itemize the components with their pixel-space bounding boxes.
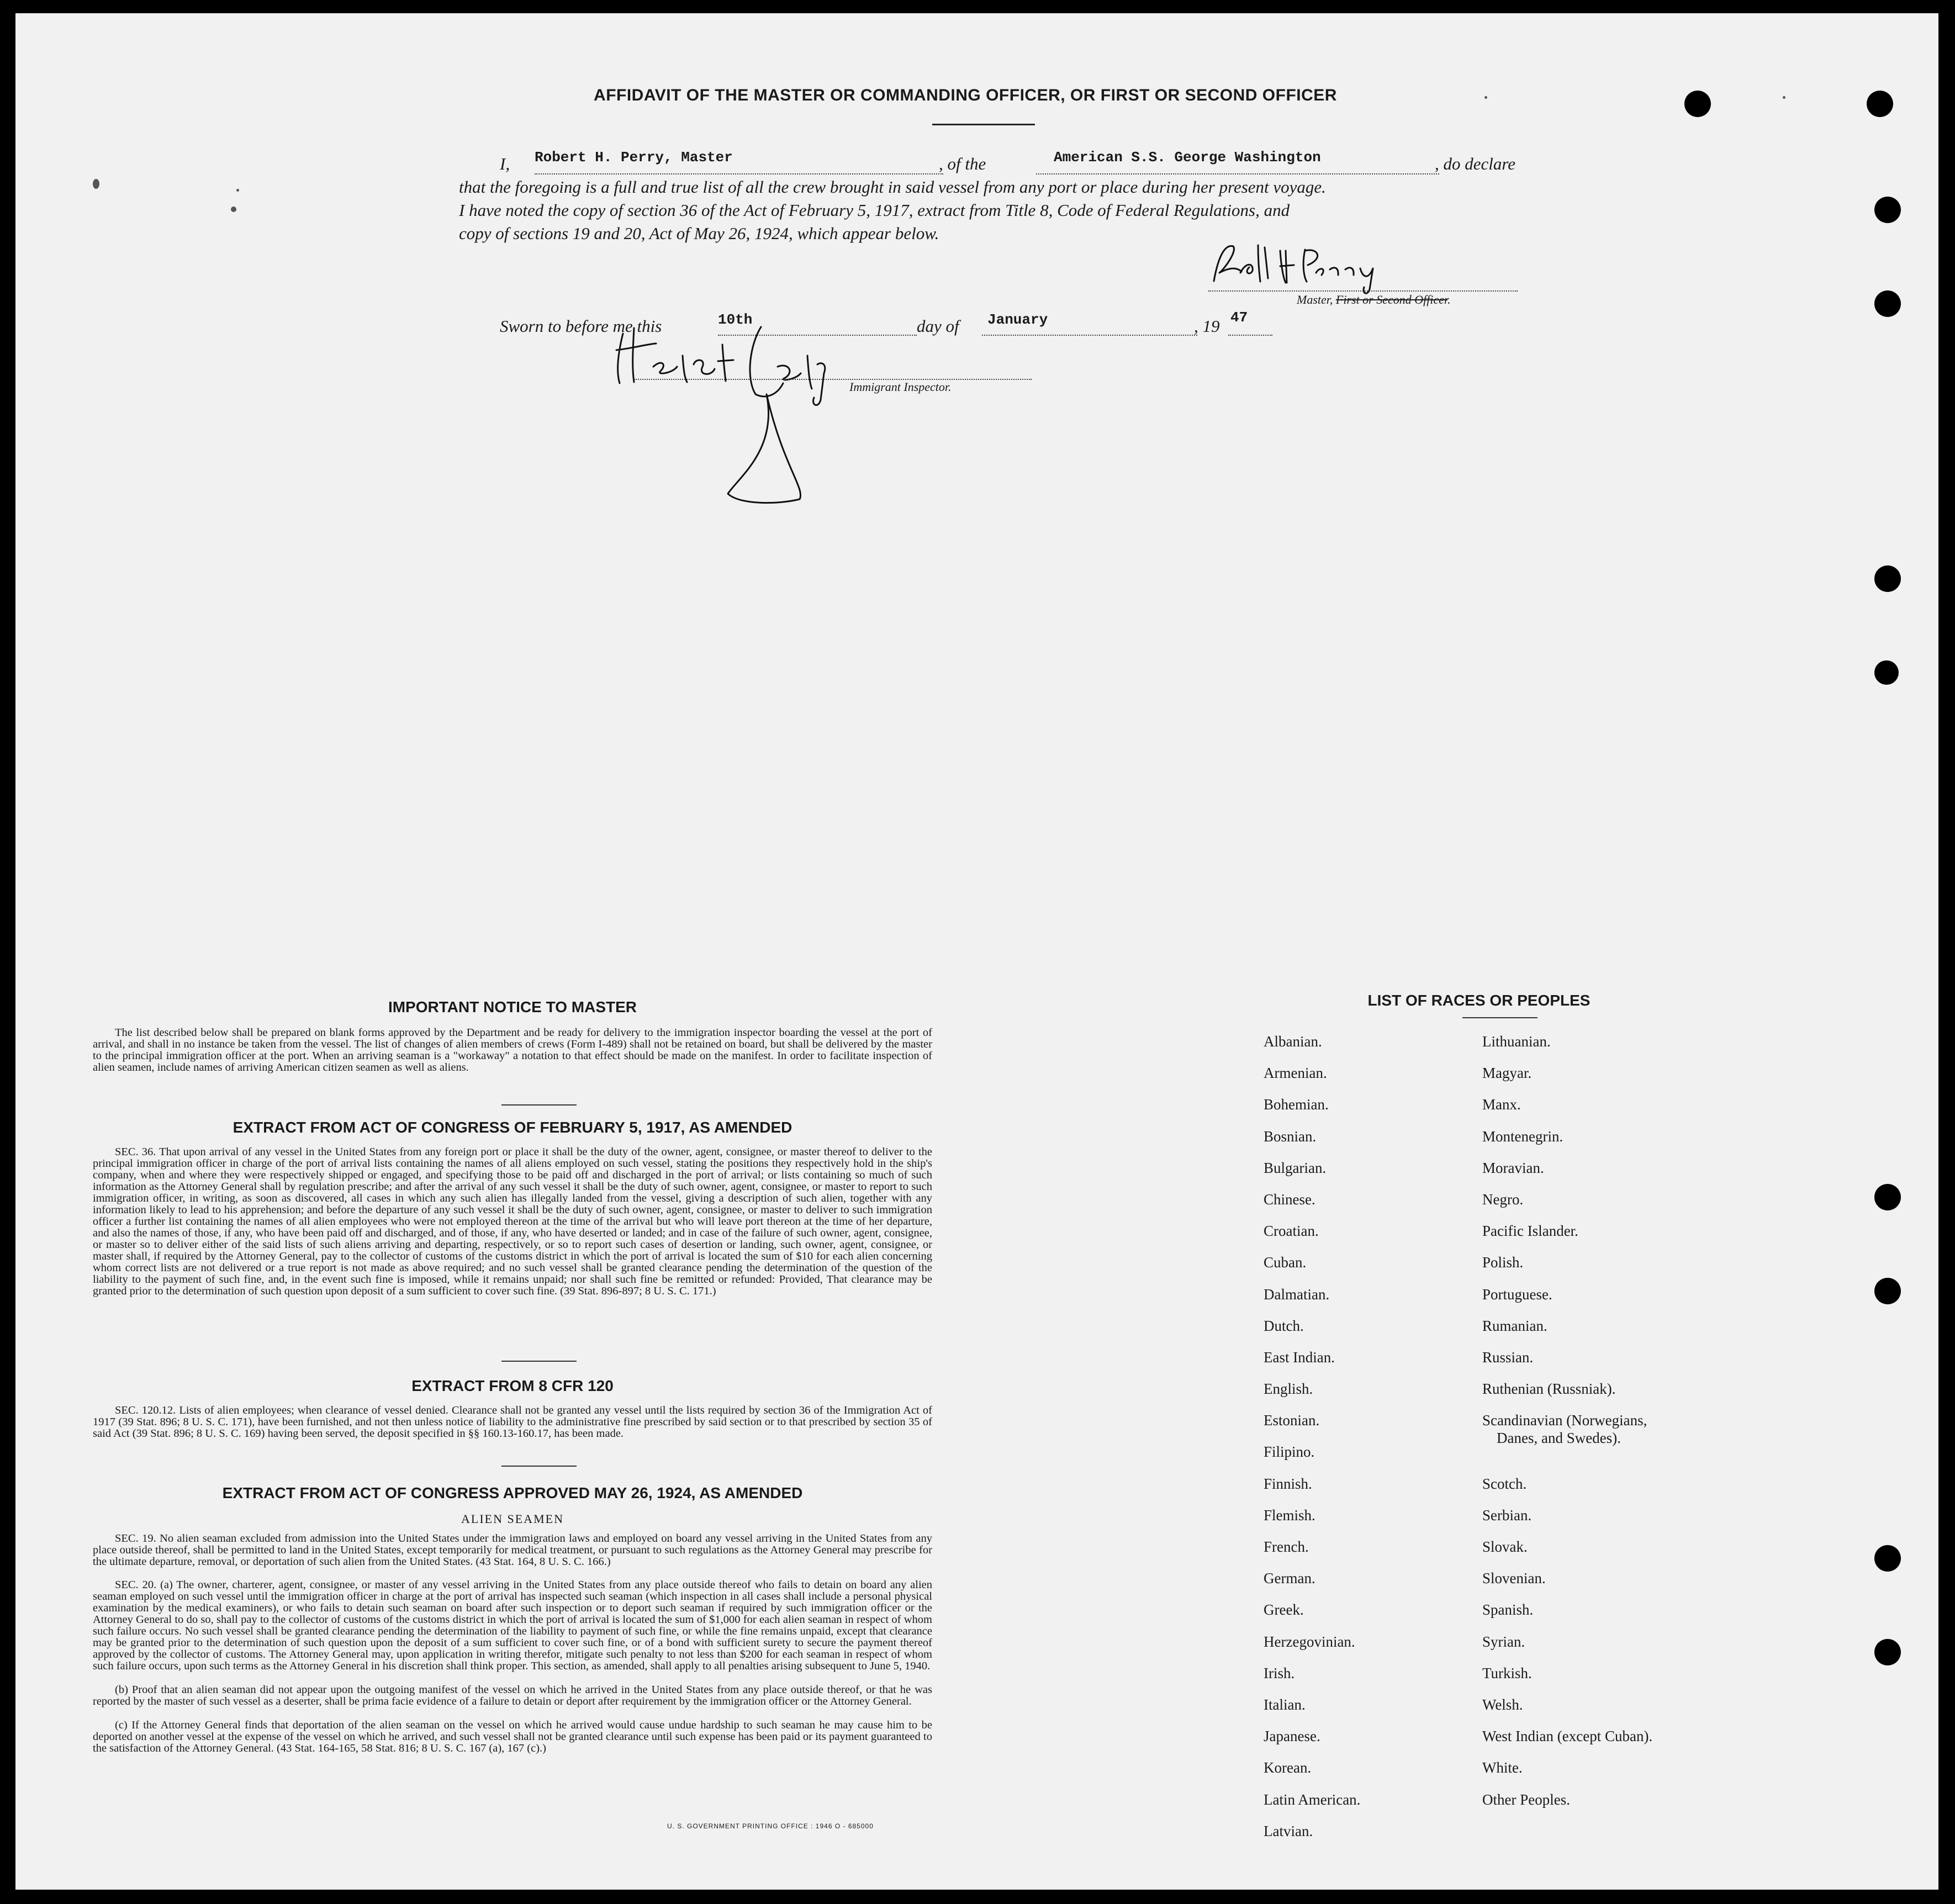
ink-speck [236,189,239,192]
punch-hole [1874,660,1899,685]
race-item: Polish. [1482,1254,1524,1271]
race-item: Montenegrin. [1482,1128,1563,1145]
races-right-column [1482,1026,1652,1816]
race-item: Cuban. [1264,1254,1307,1271]
race-item: Armenian. [1264,1065,1327,1082]
race-item: Greek. [1264,1601,1304,1619]
notice-text: The list described below shall be prepared on blank forms approved by the Department and be ready for delivery to the immigration inspector boarding the vessel at the port of arrival, and shall in no instance be taken from the vessel. The list of changes of alien members of crews (Form I-489) shall not be retained on board, but shall be delivered by the master to the principal immigration officer at the port. When an arriving seaman is a "workaway" a notation to that effect should be made on the manifest. In order to facilitate inspection of alien seamen, include names of arriving American citizen seamen as well as aliens. [93,1027,932,1073]
race-item: Slovenian. [1482,1570,1546,1587]
races-rule [1462,1017,1537,1018]
race-item: Rumanian. [1482,1317,1547,1334]
race-item: Irish. [1264,1664,1295,1681]
race-item: West Indian (except Cuban). [1482,1728,1653,1745]
race-item: Moravian. [1482,1159,1544,1176]
race-item: Finnish. [1264,1475,1312,1492]
race-item: Dalmatian. [1264,1286,1330,1303]
race-item: Negro. [1482,1191,1524,1208]
race-item: Japanese. [1264,1728,1320,1745]
extract-1924-sec19: SEC. 19. No alien seaman excluded from admission into the United States under the immigration laws and employed on board any vessel arriving in the United States from any place outside thereof, shall be permitted to land in the United States, except temporarily for medical treatment, or pursuant to such regulations as the Attorney General may prescribe for the ultimate departure, removal, or deportation of such alien from the United States. (43 Stat. 164, 8 U. S. C. 166.) [93,1532,932,1568]
master-caption-end: . [1447,293,1451,306]
race-item: Scotch. [1482,1475,1527,1492]
race-item: French. [1264,1538,1309,1555]
race-item: Ruthenian (Russniak). [1482,1381,1616,1398]
race-item: Bohemian. [1264,1096,1329,1113]
punch-hole [1874,1545,1901,1572]
race-item: Turkish. [1482,1664,1532,1681]
race-item: English. [1264,1381,1313,1398]
name-line [535,173,943,174]
race-item: Albanian. [1264,1033,1322,1050]
race-item: Russian. [1482,1348,1534,1366]
race-item: Syrian. [1482,1633,1525,1650]
master-caption-struck: First or Second Officer [1335,293,1448,306]
punch-hole [1874,1639,1901,1665]
race-item: Latin American. [1264,1791,1361,1808]
race-item: Herzegovinian. [1264,1633,1355,1650]
declaration-i-label: I, [500,154,510,173]
race-item: Latvian. [1264,1822,1313,1839]
race-item: Portuguese. [1482,1286,1552,1303]
race-item: East Indian. [1264,1348,1335,1366]
master-caption-label: Master, [1297,293,1336,306]
sworn-month-field: January [987,311,1048,328]
extract-1917-text: SEC. 36. That upon arrival of any vessel in the United States from any foreign port or place it shall be the duty of the owner, agent, consignee, or master thereof to deliver to the principal immigration officer in charge of the port of arrival lists containing the names of all aliens employed on such vessel, stating the positions they respectively hold in the ship's company, when and where they were respectively shipped or engaged, and specifying those to be paid off and discharged in the port of arrival; or lists containing so much of such information as the Attorney General shall by regulation prescribe; and after the arrival of any such vessel it shall be the duty of such owner, agent, consignee, or master to report to such immigration officer, in writing, as soon as discovered, all cases in which any such alien has illegally landed from the vessel, giving a description of such alien, together with any information likely to lead to his apprehension; and before the departure of any such vessel it shall be the duty of such owner, agent, consignee, or master to deliver to such immigration officer a further list containing the names of all alien employees who were not employed thereon at the time of the arrival but who will leave port thereon at the time of her departure, and also the names of those, if any, who have been paid off and discharged, and of those, if any, who have deserted or landed; and in case of the failure of such owner, agent, consignee, or master so to deliver either of the said lists of such aliens arriving and departing, respectively, or so to report such cases of desertion or landing, such owner, agent, consignee, or master shall, if required by the Attorney General, pay to the collector of customs of the customs district in which the port of arrival is located the sum of $10 for each alien concerning whom correct lists are not delivered or a true report is not made as above required; and no such vessel shall be granted clearance pending the determination of the question of the liability to the payment of such fine, and, in the event such fine is imposed, while it remains unpaid; nor shall such fine be remitted or refunded: Provided, That clearance may be granted prior to the determination of such question upon deposit of a sum sufficient to cover such fine. (39 Stat. 896-897; 8 U. S. C. 171.) [93,1146,932,1297]
race-item: Bulgarian. [1264,1159,1327,1176]
master-name-field: Robert H. Perry, Master [535,149,733,166]
race-item: Estonian. [1264,1412,1320,1429]
race-item: Manx. [1482,1096,1521,1113]
race-item: White. [1482,1759,1523,1776]
ink-speck [1783,96,1785,99]
race-item: Bosnian. [1264,1128,1317,1145]
inspector-signature [601,311,877,510]
extract-1924-sec20c: (c) If the Attorney General finds that deportation of the alien seaman on the vessel on which he arrived would cause undue hardship to such seaman he may cause him to be deported on another vessel at the expense of the vessel on which he arrived, and such vessel shall not be granted clearance until such expense has been paid or its payment guaranteed to the satisfaction of the Attorney General. (43 Stat. 164-165, 58 Stat. 816; 8 U. S. C. 167 (a), 167 (c).) [93,1719,932,1754]
master-signature-line [1208,290,1518,292]
race-item: Spanish. [1482,1601,1534,1619]
ink-speck [1484,96,1487,99]
extract-cfr-rule [501,1466,577,1467]
extract-1917-heading: EXTRACT FROM ACT OF CONGRESS OF FEBRUARY 5, 1917, AS AMENDED [233,1119,792,1136]
page-title: AFFIDAVIT OF THE MASTER OR COMMANDING OFFICER, OR FIRST OR SECOND OFFICER [594,86,1337,104]
race-item: Dutch. [1264,1317,1304,1334]
affidavit-page [15,13,1938,1890]
sworn-day-field: 10th [718,311,753,328]
extract-1917-rule [501,1361,577,1362]
ink-speck [231,207,236,212]
inspector-caption: Immigrant Inspector. [849,380,952,394]
race-item: Filipino. [1264,1443,1315,1461]
race-item: Flemish. [1264,1506,1315,1524]
punch-hole [1874,1184,1901,1210]
race-item: Danes, and Swedes). [1497,1430,1621,1447]
declaration-line-4: copy of sections 19 and 20, Act of May 26, 1924, which appear below. [459,224,939,243]
declaration-line-3: I have noted the copy of section 36 of the Act of February 5, 1917, extract from Title 8, Code of Federal Regulations, and [459,200,1290,220]
title-rule [932,124,1035,125]
ink-speck [93,179,99,189]
declaration-do-declare: , do declare [1435,154,1516,173]
sworn-year-field: 47 [1230,309,1248,326]
declaration-line-2: that the foregoing is a full and true list of all the crew brought in said vessel from any port or place during her present voyage. [459,177,1326,197]
extract-1924-sec20a: SEC. 20. (a) The owner, charterer, agent, consignee, or master of any vessel arriving in the United States from any place outside thereof who fails to detain on board any alien seaman employed on such vessel until the immigration officer in charge at the port of arrival has inspected such seaman (which inspection in all cases shall include a personal physical examination by the medical examiners), or who fails to detain such seaman on board after such inspection or to deport such seaman if required by such immigration officer or the Attorney General to do so, shall pay to the collector of customs of the customs district in which the port of arrival is located the sum of $1,000 for each alien seaman in respect of whom such failure occurs. No such vessel shall be granted clearance pending the determination of the liability to payment of such fine, or while the fine remains unpaid, except that clearance may be granted prior to the determination of such question upon the deposit of a sum sufficient to cover such fine, or of a bond with sufficient surety to secure the payment thereof approved by the collector of customs. The Attorney General may, upon application in writing therefor, mitigate such penalty to not less than $200 for each seaman in respect of whom such failure occurs, upon such terms as the Attorney General in his discretion shall think proper. This section, as amended, shall apply to all penalties arising subsequent to June 5, 1940. [93,1579,932,1672]
inspector-signature-line [634,379,1032,380]
notice-heading: IMPORTANT NOTICE TO MASTER [388,998,637,1016]
sworn-year-prefix: , 19 [1194,316,1220,336]
sworn-prefix: Sworn to before me this [500,316,662,336]
race-item: Other Peoples. [1482,1791,1570,1808]
punch-hole [1874,1278,1901,1304]
extract-1924-heading: EXTRACT FROM ACT OF CONGRESS APPROVED MAY 26, 1924, AS AMENDED [222,1484,803,1501]
vessel-name-field: American S.S. George Washington [1054,149,1321,166]
race-item: Serbian. [1482,1506,1532,1524]
punch-hole [1684,91,1711,117]
races-heading: LIST OF RACES OR PEOPLES [1367,992,1591,1009]
extract-1924-sec20b: (b) Proof that an alien seaman did not appear upon the outgoing manifest of the vessel on which he arrived in the United States from any place outside thereof, or that he was reported by the master of such vessel as a deserter, shall be prima facie evidence of a failure to detain or deport after requirement by the immigration officer or the Attorney General. [93,1684,932,1707]
race-item: Croatian. [1264,1223,1319,1240]
master-caption [1297,293,1451,307]
race-item: Magyar. [1482,1065,1532,1082]
punch-hole [1874,290,1901,317]
race-item: Lithuanian. [1482,1033,1551,1050]
extract-cfr-heading: EXTRACT FROM 8 CFR 120 [411,1377,614,1394]
sworn-day-of: day of [917,316,959,336]
races-left-column [1264,1026,1360,1847]
race-item: Italian. [1264,1696,1306,1713]
notice-rule [501,1104,577,1106]
race-item: Korean. [1264,1759,1312,1776]
extract-cfr-text: SEC. 120.12. Lists of alien employees; when clearance of vessel denied. Clearance shall not be granted any vessel until the lists required by section 36 of the Immigration Act of 1917 (39 Stat. 896; 8 U. S. C. 171), have been furnished, and not then unless notice of liability to the administrative fine prescribed by said section or to that prescribed by section 35 of said Act (39 Stat. 896; 8 U. S. C. 169) having been served, the deposit specified in §§ 160.13-160.17, has been made. [93,1404,932,1440]
vessel-line [1036,173,1439,174]
race-item: Slovak. [1482,1538,1528,1556]
punch-hole [1874,565,1901,592]
printer-imprint: U. S. GOVERNMENT PRINTING OFFICE : 1946 O - 685000 [667,1822,874,1830]
sworn-year-line [1228,335,1272,336]
punch-hole [1867,91,1893,117]
race-item: Scandinavian (Norwegians, [1482,1412,1647,1429]
race-item: German. [1264,1570,1315,1587]
sworn-month-line [982,335,1197,336]
punch-hole [1874,197,1901,223]
race-item: Pacific Islander. [1482,1223,1578,1240]
race-item: Chinese. [1264,1191,1315,1208]
alien-seamen-subheading: ALIEN SEAMEN [461,1512,564,1526]
race-item: Welsh. [1482,1696,1523,1713]
declaration-of-the: , of the [939,154,986,173]
